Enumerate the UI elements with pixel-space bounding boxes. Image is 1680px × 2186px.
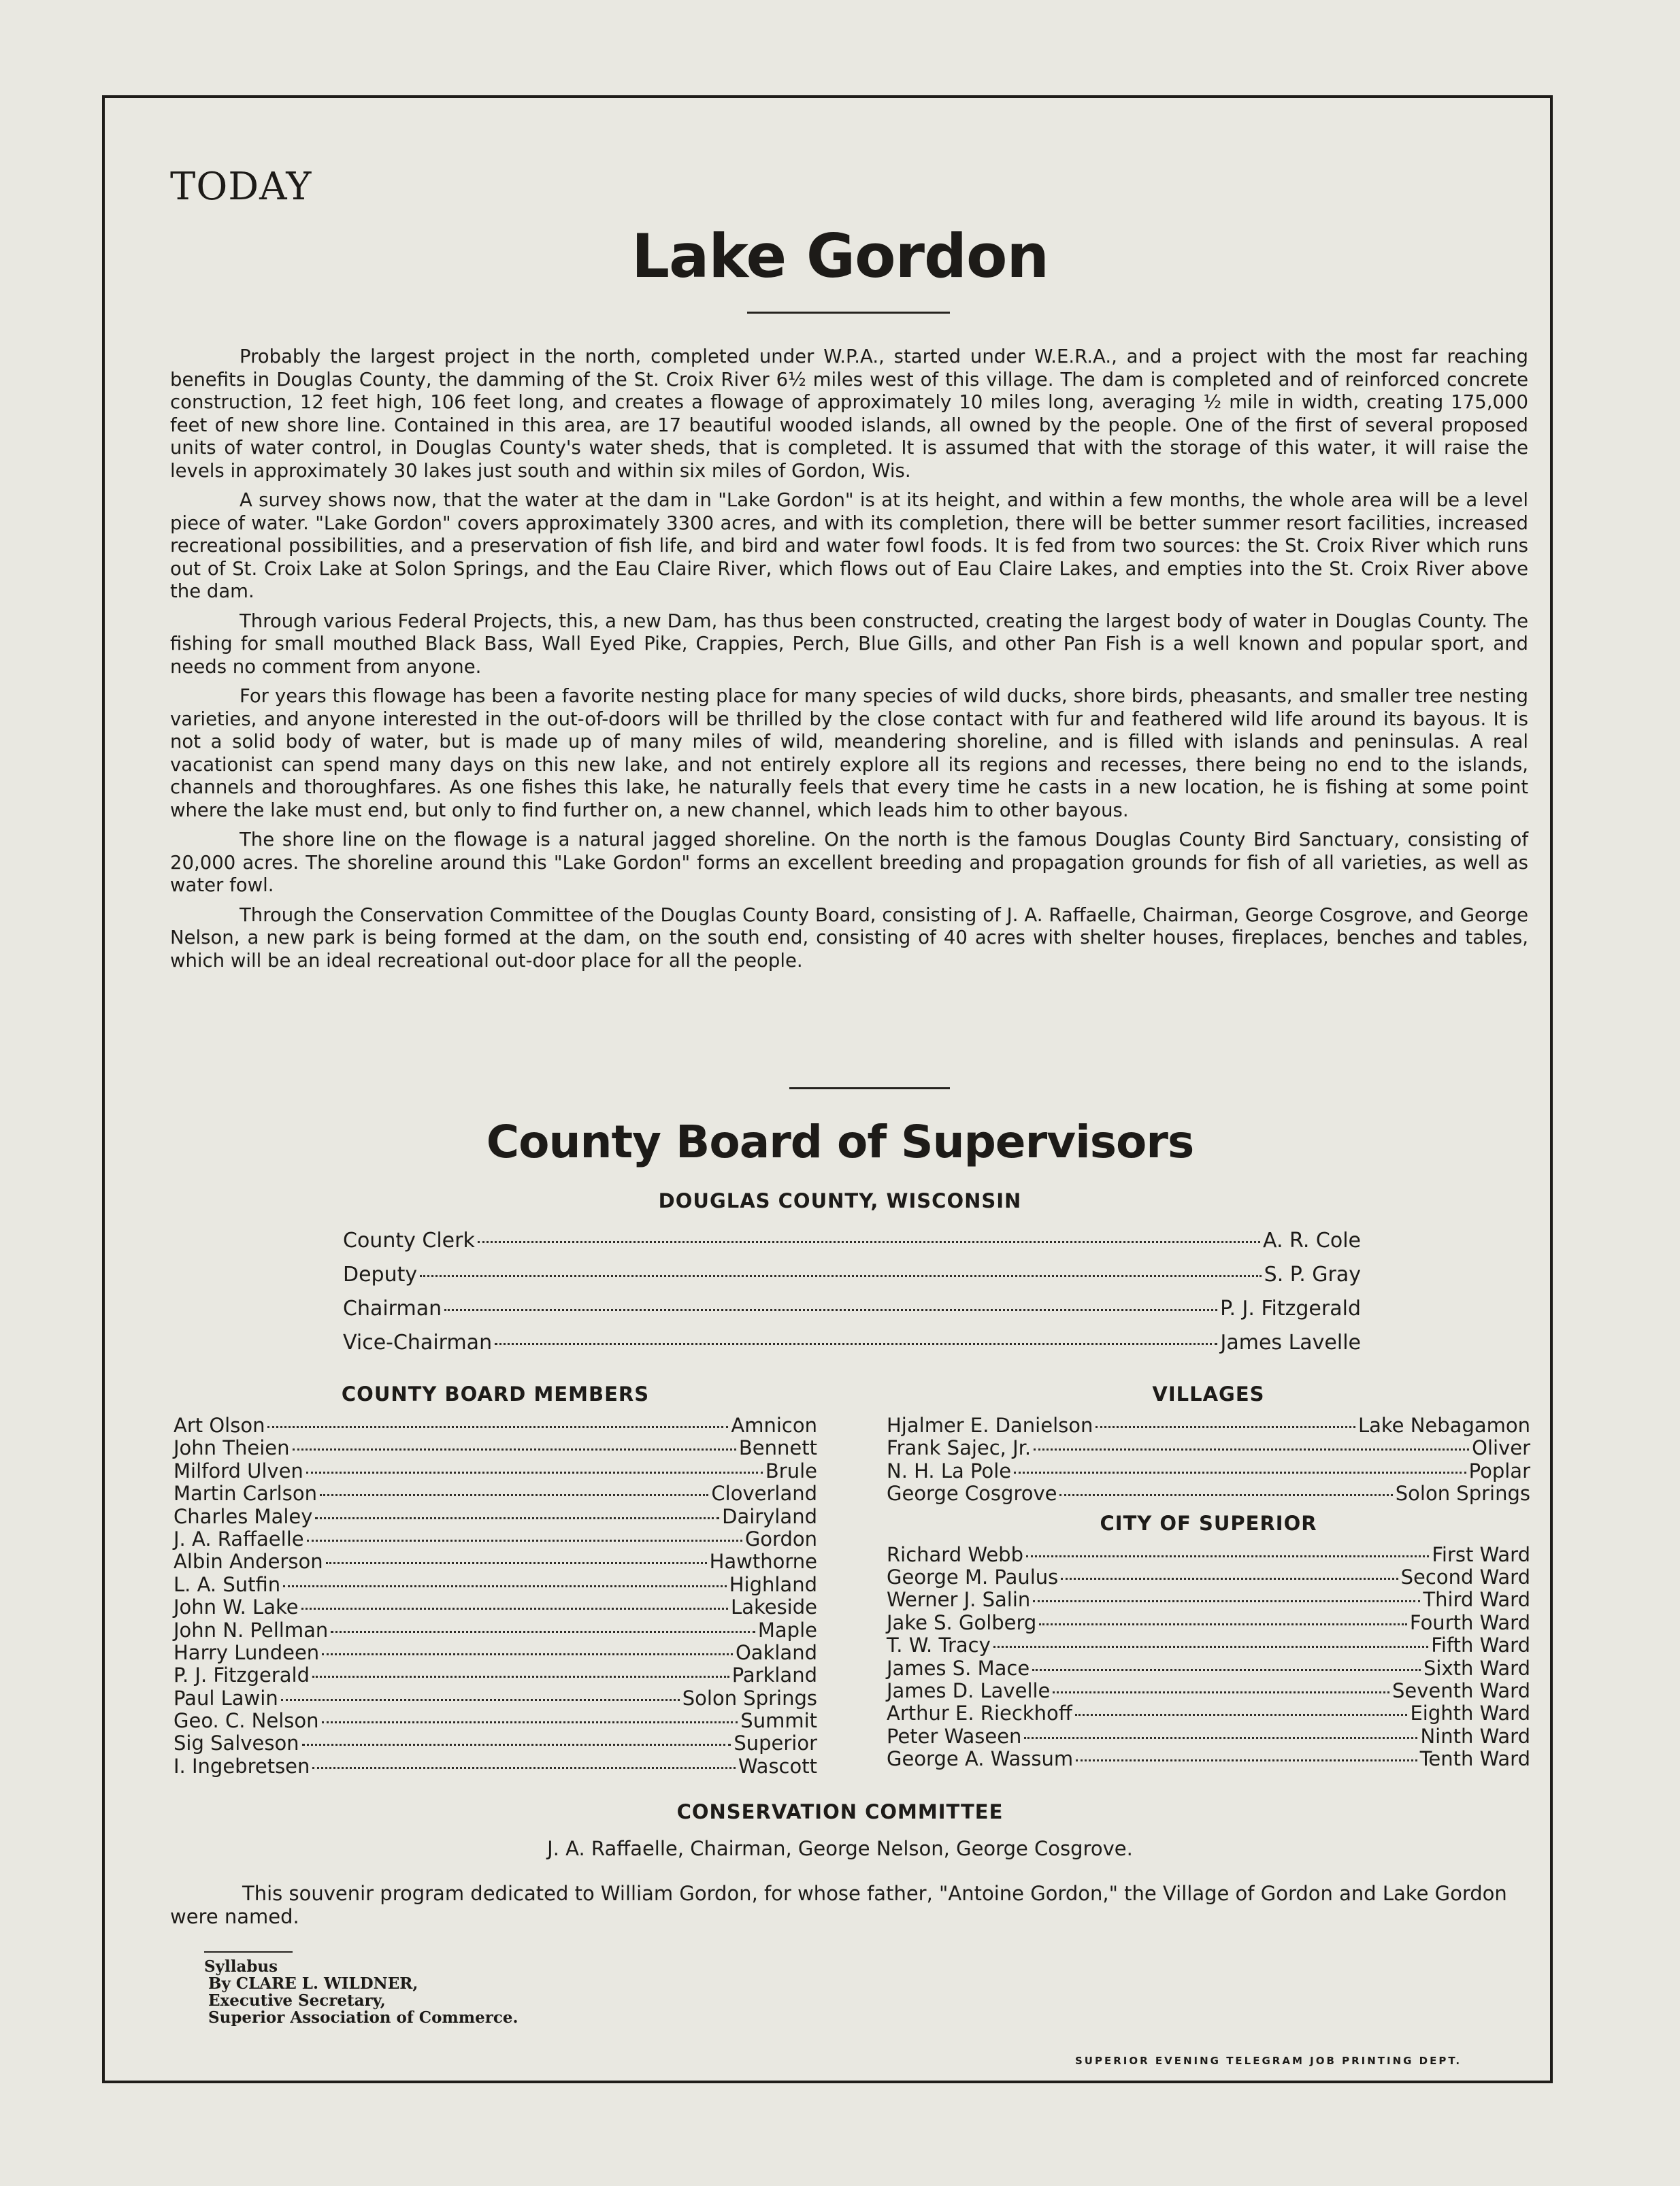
member-name: Richard Webb <box>887 1542 1023 1566</box>
conservation-heading: CONSERVATION COMMITTEE <box>676 1800 1004 1823</box>
dedication-text: This souvenir program dedicated to William Gordon, for whose father, "Antoine Gordon," the Village of Gordon and Lake Gordon were named. <box>170 1882 1507 1928</box>
officer-name: S. P. Gray <box>1264 1263 1361 1287</box>
leader-dots <box>1014 1472 1466 1474</box>
roster-row <box>174 1709 817 1732</box>
leader-dots <box>302 1744 731 1746</box>
roster-row <box>174 1414 817 1436</box>
roster-row <box>887 1657 1530 1679</box>
member-district: Poplar <box>1468 1459 1530 1483</box>
member-district: Maple <box>757 1618 817 1642</box>
members-list <box>174 1414 817 1777</box>
syllabus-author: By CLARE L. WILDNER, <box>208 1974 418 1993</box>
officer-name: A. R. Cole <box>1262 1229 1361 1253</box>
roster-row <box>887 1702 1530 1724</box>
member-district: First Ward <box>1432 1542 1530 1566</box>
member-name: Sig Salveson <box>174 1732 299 1755</box>
officer-name: P. J. Fitzgerald <box>1220 1297 1361 1321</box>
member-name: Frank Sajec, Jr. <box>887 1436 1032 1460</box>
roster-row <box>174 1527 817 1550</box>
member-name: Milford Ulven <box>174 1459 303 1483</box>
roster-row <box>887 1747 1530 1770</box>
leader-dots <box>420 1275 1262 1277</box>
leader-dots <box>315 1517 719 1519</box>
paragraph: A survey shows now, that the water at the dam in "Lake Gordon" is at its height, and within a few months, the whole area will be a level piece of water. "Lake Gordon" covers approximately 3300 acres, and with its completion, there will be better summer resort facilities, increased recreational possibilities, and a preservation of fish life, and bird and water fowl foods. It is fed from two sources: the St. Croix River which runs out of St. Croix Lake at Solon Springs, and the Eau Claire River, which flows out of Eau Claire Lakes, and empties into the St. Croix River above the dam. <box>170 489 1528 602</box>
paragraph: Through the Conservation Committee of the Douglas County Board, consisting of J. A. Raffaelle, Chairman, George Cosgrove, and George Nelson, a new park is being formed at the dam, on the south end, consisting of 40 acres with shelter houses, fireplaces, benches and tables, which will be an ideal recreational out-door place for all the people. <box>170 904 1528 972</box>
member-district: Wascott <box>738 1754 817 1778</box>
member-name: P. J. Fitzgerald <box>174 1663 310 1687</box>
leader-dots <box>283 1585 727 1587</box>
member-district: Parkland <box>731 1663 817 1687</box>
leader-dots <box>267 1426 728 1428</box>
leader-dots <box>312 1676 729 1678</box>
member-name: John Theien <box>174 1436 290 1460</box>
member-name: Martin Carlson <box>174 1482 317 1506</box>
officers-list <box>343 1229 1361 1365</box>
today-heading: TODAY <box>170 165 312 209</box>
roster-row <box>174 1459 817 1482</box>
officer-role: Chairman <box>343 1297 442 1321</box>
member-name: Arthur E. Rieckhoff <box>887 1702 1072 1725</box>
member-district: Seventh Ward <box>1391 1678 1530 1702</box>
leader-dots <box>1061 1578 1398 1580</box>
member-name: George M. Paulus <box>887 1565 1059 1589</box>
leader-dots <box>1075 1714 1408 1716</box>
syllabus-rule <box>204 1951 293 1953</box>
member-name: I. Ingebretsen <box>174 1754 310 1778</box>
leader-dots <box>1032 1669 1421 1671</box>
officer-name: James Lavelle <box>1220 1331 1361 1355</box>
roster-row <box>887 1725 1530 1747</box>
leader-dots <box>1034 1448 1469 1451</box>
villages-and-city <box>887 1382 1530 1770</box>
officer-role: County Clerk <box>343 1229 475 1253</box>
officer-role: Vice-Chairman <box>343 1331 493 1355</box>
roster-row <box>174 1755 817 1777</box>
member-district: Gordon <box>744 1527 817 1551</box>
leader-dots <box>322 1653 733 1655</box>
roster-row <box>174 1505 817 1527</box>
leader-dots <box>293 1448 736 1451</box>
member-name: Werner J. Salin <box>887 1588 1031 1612</box>
member-district: Lake Nebagamon <box>1357 1414 1530 1437</box>
leader-dots <box>326 1562 707 1564</box>
paragraph: The shore line on the flowage is a natural jagged shoreline. On the north is the famous Douglas County Bird Sanctuary, consisting of 20,000 acres. The shoreline around this "Lake Gordon" forms an excellent breeding and propagation grounds for fish of all varieties, as well as water fowl. <box>170 829 1528 896</box>
roster-row <box>887 1679 1530 1702</box>
leader-dots <box>444 1309 1217 1311</box>
syllabus-title: Executive Secretary, <box>208 1991 386 2010</box>
member-name: Geo. C. Nelson <box>174 1709 319 1733</box>
member-district: Fourth Ward <box>1409 1610 1530 1634</box>
members-heading: COUNTY BOARD MEMBERS <box>341 1382 650 1406</box>
member-district: Cloverland <box>711 1482 817 1506</box>
title-rule <box>747 312 950 314</box>
board-subtitle: DOUGLAS COUNTY, WISCONSIN <box>658 1189 1022 1212</box>
member-district: Hawthorne <box>709 1550 817 1574</box>
member-district: Dairyland <box>722 1504 817 1528</box>
leader-dots <box>1024 1737 1417 1739</box>
member-district: Oliver <box>1472 1436 1530 1460</box>
leader-dots <box>1076 1759 1417 1761</box>
roster-row <box>887 1436 1530 1459</box>
leader-dots <box>993 1646 1429 1648</box>
member-name: Paul Lawin <box>174 1686 278 1710</box>
paragraph: Probably the largest project in the north, completed under W.P.A., started under W.E.R.A., and a project with the most far reaching benefits in Douglas County, the damming of the St. Croix River 6½ miles west of this village. The dam is completed and of reinforced concrete construction, 12 feet high, 106 feet long, and creates a flowage of approximately 10 miles long, averaging ½ mile in width, creating 175,000 feet of new shore line. Contained in this area, are 17 beautiful wooded islands, all owned by the people. One of the first of several proposed units of water control, in Douglas County's water sheds, that is completed. It is assumed that with the storage of this water, it will raise the levels in approximately 30 lakes just south and within six miles of Gordon, Wis. <box>170 346 1528 482</box>
leader-dots <box>1053 1691 1389 1693</box>
villages-list <box>887 1414 1530 1505</box>
article-body <box>170 346 1528 979</box>
leader-dots <box>1096 1426 1355 1428</box>
member-district: Eighth Ward <box>1410 1702 1530 1725</box>
city-heading: CITY OF SUPERIOR <box>1100 1511 1317 1535</box>
member-name: Peter Waseen <box>887 1724 1022 1748</box>
member-district: Solon Springs <box>682 1686 817 1710</box>
printer-credit: SUPERIOR EVENING TELEGRAM JOB PRINTING DEPT. <box>1075 2055 1462 2067</box>
syllabus-label: Syllabus <box>204 1957 278 1976</box>
member-district: Ninth Ward <box>1420 1724 1530 1748</box>
leader-dots <box>301 1608 728 1610</box>
leader-dots <box>322 1721 738 1723</box>
officer-role: Deputy <box>343 1263 418 1287</box>
roster-row <box>174 1436 817 1459</box>
member-name: Jake S. Golberg <box>887 1610 1037 1634</box>
roster-row <box>174 1573 817 1595</box>
roster-row <box>174 1550 817 1572</box>
leader-dots <box>495 1343 1217 1345</box>
roster-row <box>174 1641 817 1663</box>
member-name: T. W. Tracy <box>887 1634 991 1657</box>
section-rule <box>789 1087 950 1089</box>
leader-dots <box>307 1540 742 1542</box>
roster-row <box>887 1611 1530 1634</box>
member-name: Art Olson <box>174 1414 265 1437</box>
member-district: Bennett <box>738 1436 817 1460</box>
leader-dots <box>312 1767 735 1769</box>
member-district: Solon Springs <box>1395 1482 1530 1506</box>
member-district: Brule <box>765 1459 817 1483</box>
member-district: Lakeside <box>731 1595 817 1619</box>
member-name: George Cosgrove <box>887 1482 1057 1506</box>
roster-row <box>887 1566 1530 1588</box>
officer-row <box>343 1297 1361 1331</box>
member-name: James S. Mace <box>887 1656 1030 1680</box>
roster-row <box>174 1595 817 1618</box>
member-district: Superior <box>734 1732 817 1755</box>
roster-row <box>887 1588 1530 1610</box>
member-name: Albin Anderson <box>174 1550 323 1574</box>
officer-row <box>343 1263 1361 1297</box>
officer-row <box>343 1331 1361 1365</box>
member-name: James D. Lavelle <box>887 1678 1051 1702</box>
member-name: Charles Maley <box>174 1504 313 1528</box>
leader-dots <box>1026 1555 1429 1557</box>
member-district: Third Ward <box>1423 1588 1530 1612</box>
leader-dots <box>306 1472 763 1474</box>
member-name: John W. Lake <box>174 1595 299 1619</box>
leader-dots <box>1033 1600 1420 1602</box>
leader-dots <box>1039 1623 1407 1625</box>
member-district: Highland <box>729 1572 817 1596</box>
syllabus-credit <box>204 1958 518 2026</box>
page-title: Lake Gordon <box>631 221 1049 291</box>
leader-dots <box>281 1699 680 1701</box>
member-district: Tenth Ward <box>1419 1747 1530 1771</box>
roster-row <box>887 1634 1530 1656</box>
member-name: L. A. Sutfin <box>174 1572 281 1596</box>
roster-row <box>174 1687 817 1709</box>
member-district: Fifth Ward <box>1431 1634 1530 1657</box>
roster-row <box>887 1482 1530 1504</box>
leader-dots <box>1059 1494 1392 1496</box>
member-district: Oakland <box>735 1640 817 1664</box>
county-board-members <box>174 1382 817 1777</box>
member-name: Hjalmer E. Danielson <box>887 1414 1093 1437</box>
board-title: County Board of Supervisors <box>486 1116 1194 1168</box>
roster-row <box>887 1459 1530 1482</box>
conservation-names: J. A. Raffaelle, Chairman, George Nelson, George Cosgrove. <box>547 1837 1133 1860</box>
city-list <box>887 1543 1530 1770</box>
member-district: Amnicon <box>731 1414 817 1437</box>
officer-row <box>343 1229 1361 1263</box>
syllabus-org: Superior Association of Commerce. <box>208 2008 518 2027</box>
leader-dots <box>320 1494 708 1496</box>
roster-row <box>174 1663 817 1686</box>
member-name: N. H. La Pole <box>887 1459 1012 1483</box>
member-district: Second Ward <box>1400 1565 1530 1589</box>
member-name: John N. Pellman <box>174 1618 329 1642</box>
leader-dots <box>331 1631 755 1633</box>
roster-row <box>174 1619 817 1641</box>
paragraph: Through various Federal Projects, this, a new Dam, has thus been constructed, creating the largest body of water in Douglas County. The fishing for small mouthed Black Bass, Wall Eyed Pike, Crappies, Perch, Blue Gills, and other Pan Fish is a well known and popular sport, and needs no comment from anyone. <box>170 610 1528 678</box>
roster-row <box>174 1482 817 1504</box>
paragraph: For years this flowage has been a favorite nesting place for many species of wild ducks, shore birds, pheasants, and smaller tree nesting varieties, and anyone interested in the out-of-doors will be thrilled by the close contact with fur and feathered wild life around its bayous. It is not a solid body of water, but is made up of many miles of wild, meandering shoreline, and is filled with islands and peninsulas. A real vacationist can spend many days on this new lake, and not entirely explore all its regions and recesses, there being no end to the islands, channels and thoroughfares. As one fishes this lake, he naturally feels that every time he casts in a new location, he is fishing at some point where the lake must end, but only to find further on, a new channel, which leads him to other bayous. <box>170 685 1528 821</box>
member-name: George A. Wassum <box>887 1747 1074 1771</box>
roster-row <box>887 1543 1530 1566</box>
villages-heading: VILLAGES <box>1152 1382 1265 1406</box>
member-district: Summit <box>740 1709 817 1733</box>
member-name: Harry Lundeen <box>174 1640 320 1664</box>
roster-row <box>174 1732 817 1754</box>
roster-row <box>887 1414 1530 1436</box>
leader-dots <box>478 1241 1260 1243</box>
member-district: Sixth Ward <box>1423 1656 1530 1680</box>
member-name: J. A. Raffaelle <box>174 1527 304 1551</box>
